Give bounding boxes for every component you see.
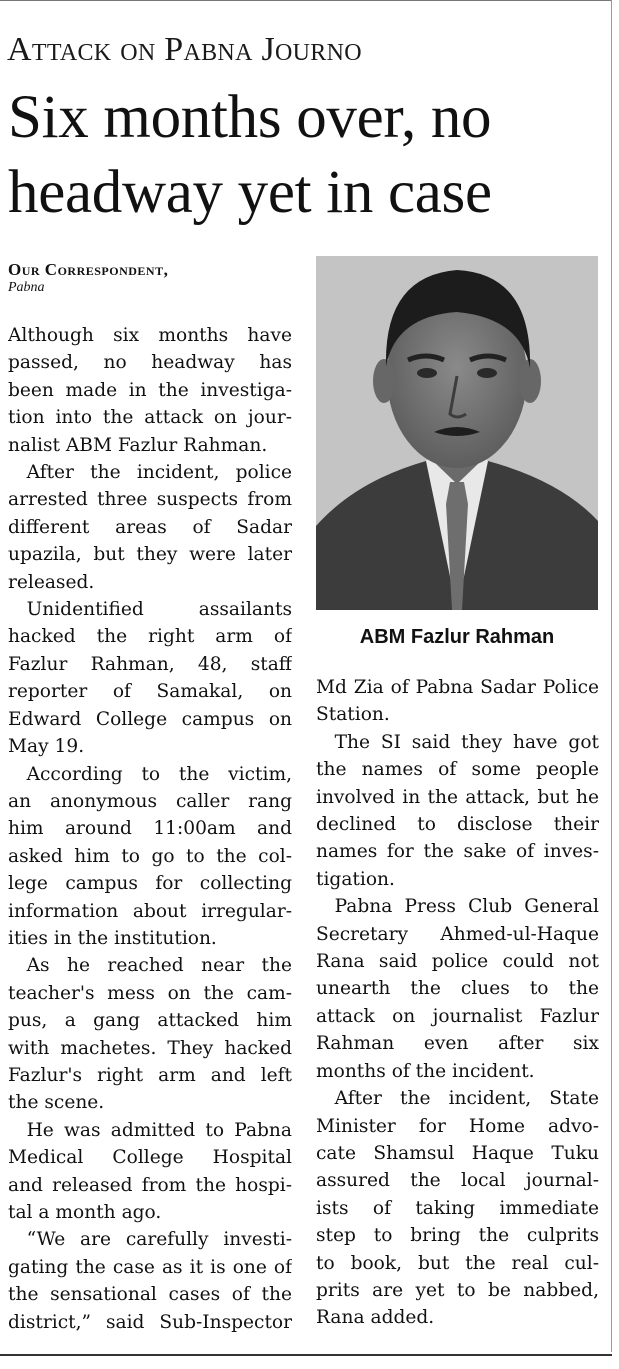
text-line: After the incident, police: [8, 462, 292, 484]
text-line: an anonymous caller rang: [8, 790, 292, 812]
text-line: prits are yet to be nabbed,: [316, 1279, 599, 1301]
text-line: months of the incident.: [316, 1060, 535, 1082]
text-line: Rana said police could not: [316, 951, 599, 973]
kicker: Attack on Pabna Journo: [7, 31, 362, 68]
text-line: involved in the attack, but he: [316, 786, 599, 808]
text-line: hacked the right arm of: [8, 626, 292, 648]
column-rule: [611, 0, 612, 1352]
text-line: According to the victim,: [8, 763, 292, 785]
photo-caption: ABM Fazlur Rahman: [359, 626, 555, 648]
text-line: attack on journalist Fazlur: [316, 1005, 599, 1027]
text-line: tigation.: [316, 868, 395, 890]
text-line: the names of some people: [316, 759, 599, 781]
text-line: gating the case as it is one of: [8, 1256, 292, 1278]
text-line: nalist ABM Fazlur Rahman.: [8, 434, 268, 456]
text-line: released.: [8, 571, 95, 593]
text-line: Unidentified assailants: [8, 599, 292, 621]
text-line: the scene.: [8, 1092, 105, 1114]
text-line: teacher's mess on the cam-: [8, 982, 292, 1004]
text-line: ists of taking immediate: [316, 1197, 599, 1219]
byline-name: Our Correspondent,: [8, 260, 169, 279]
text-line: unearth the clues to the: [316, 978, 599, 1000]
byline: [8, 260, 168, 296]
text-line: been made in the investiga-: [8, 379, 292, 401]
headline-line: headway yet in case: [8, 159, 492, 226]
headline: [8, 80, 608, 230]
headline-line: Six months over, no: [8, 84, 492, 151]
text-line: Md Zia of Pabna Sadar Police: [316, 677, 599, 698]
text-line: declined to disclose their: [316, 814, 599, 836]
text-line: with machetes. They hacked: [8, 1037, 292, 1059]
text-line: arrested three suspects from: [8, 489, 292, 511]
text-line: Station.: [316, 704, 390, 726]
bottom-rule: [0, 1354, 612, 1356]
text-line: Minister for Home advo-: [316, 1115, 599, 1137]
text-line: After the incident, State: [316, 1088, 599, 1110]
text-line: Rana added.: [316, 1307, 435, 1329]
text-line: assured the local journal-: [316, 1170, 599, 1192]
text-line: district,” said Sub-Inspector: [8, 1311, 292, 1333]
text-line: Pabna Press Club General: [316, 896, 599, 918]
text-line: cate Shamsul Haque Tuku: [316, 1142, 599, 1164]
text-line: Although six months have: [8, 325, 292, 346]
text-line: asked him to go to the col-: [8, 845, 292, 867]
text-line: pus, a gang attacked him: [8, 1010, 292, 1032]
text-line: May 19.: [8, 736, 85, 758]
text-line: reporter of Samakal, on: [8, 681, 292, 703]
text-line: different areas of Sadar: [8, 516, 292, 538]
text-line: Fazlur Rahman, 48, staff: [8, 653, 292, 675]
text-line: tion into the attack on jour-: [8, 407, 292, 429]
text-line: Fazlur's right arm and left: [8, 1064, 292, 1086]
text-line: to book, but the real cul-: [316, 1252, 599, 1274]
text-line: information about irregular-: [8, 900, 292, 922]
text-line: The SI said they have got: [316, 731, 599, 753]
text-line: Edward College campus on: [8, 708, 292, 730]
text-line: him around 11:00am and: [8, 818, 292, 840]
text-line: Secretary Ahmed-ul-Haque: [316, 923, 599, 945]
text-line: tal a month ago.: [8, 1202, 162, 1223]
text-line: upazila, but they were later: [8, 544, 292, 566]
article-column-left: [8, 322, 292, 1336]
text-line: Medical College Hospital: [8, 1147, 292, 1169]
text-line: He was admitted to Pabna: [8, 1119, 292, 1141]
portrait-image: [316, 256, 598, 610]
text-line: step to bring the culprits: [316, 1225, 599, 1247]
top-rule: [0, 0, 612, 1]
text-line: As he reached near the: [8, 955, 292, 977]
text-line: lege campus for collecting: [8, 873, 292, 895]
text-line: passed, no headway has: [8, 352, 292, 374]
dateline: Pabna: [8, 280, 45, 295]
text-line: the sensational cases of the: [8, 1284, 292, 1306]
text-line: Rahman even after six: [316, 1033, 599, 1055]
portrait-photo: [316, 256, 598, 610]
text-line: and released from the hospi-: [8, 1174, 292, 1196]
text-line: ities in the institution.: [8, 927, 217, 949]
text-line: names for the sake of inves-: [316, 841, 599, 863]
text-line: “We are carefully investi-: [8, 1229, 292, 1251]
article-column-right: [316, 674, 599, 1332]
